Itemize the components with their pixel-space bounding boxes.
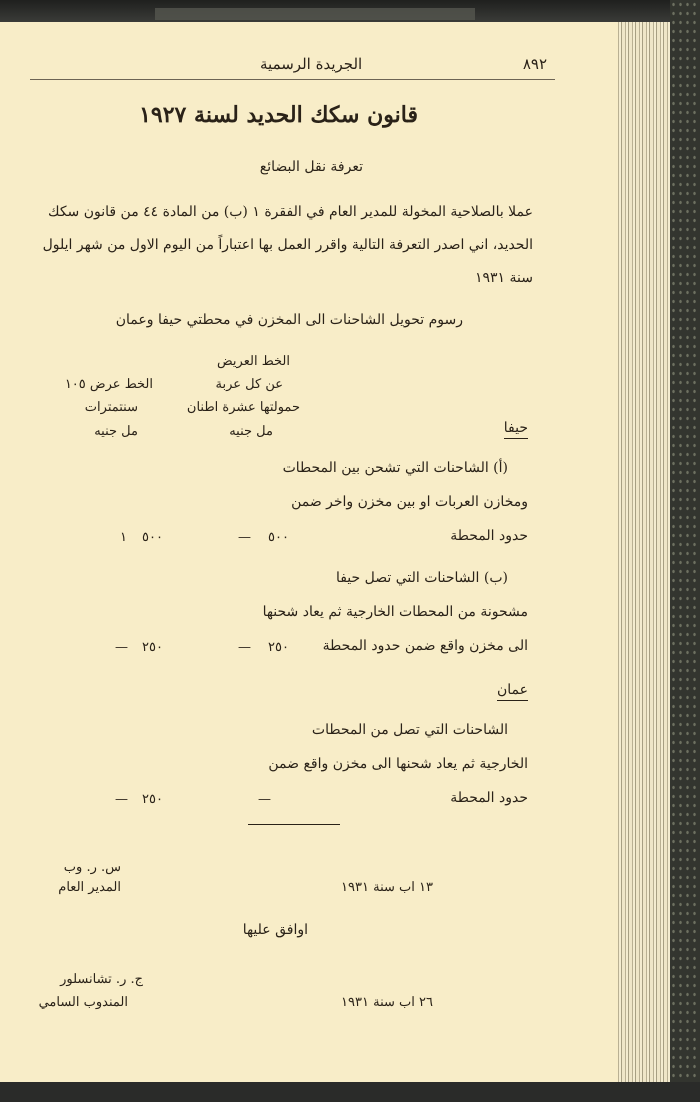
amman-broad-pounds: — — [258, 792, 271, 807]
sig1-title: المدير العام — [58, 880, 121, 895]
book-cover-right — [670, 0, 700, 1102]
preamble-line-1: عملا بالصلاحية المخولة للمدير العام في الفقرة ١ (ب) من المادة ٤٤ من قانون سكك — [48, 204, 533, 220]
document-title: قانون سكك الحديد لسنة ١٩٢٧ — [139, 102, 418, 128]
station-haifa: حيفا — [504, 420, 528, 439]
section-divider — [248, 824, 340, 825]
preamble-line-3: سنة ١٩٣١ — [475, 270, 533, 286]
amman-line-3: حدود المحطة — [450, 790, 528, 806]
haifa-b-line-2: مشحونة من المحطات الخارجية ثم يعاد شحنها — [262, 604, 528, 620]
sig1-name: س. ر. وب — [63, 860, 121, 875]
document-subtitle: تعرفة نقل البضائع — [259, 159, 363, 175]
approval-text: اوافق عليها — [242, 922, 308, 938]
col-broad-units: مل جنيه — [229, 424, 273, 439]
amman-narrow-mils: ٢٥٠ — [142, 792, 163, 807]
amman-narrow-pounds: — — [115, 792, 128, 807]
sig2-title: المندوب السامي — [38, 995, 128, 1010]
preamble-line-2: الحديد، اني اصدر التعرفة التالية واقرر العمل بها اعتباراً من اليوم الاول من شهر ايلول — [42, 237, 533, 253]
sig1-date: ١٣ اب سنة ١٩٣١ — [341, 880, 433, 895]
amman-line-1: الشاحنات التي تصل من المحطات — [311, 722, 508, 738]
col-broad-line-2: عن كل عربة — [215, 377, 283, 392]
journal-title: الجريدة الرسمية — [260, 55, 363, 73]
haifa-b-narrow-mils: ٢٥٠ — [142, 640, 163, 655]
col-narrow-line-1: الخط عرض ١٠٥ — [64, 377, 153, 392]
page-edges — [615, 22, 670, 1082]
amman-line-2: الخارجية ثم يعاد شحنها الى مخزن واقع ضمن — [268, 756, 528, 772]
col-broad-line-1: الخط العريض — [217, 354, 290, 369]
book-cover-bottom — [0, 1082, 700, 1102]
sig2-date: ٢٦ اب سنة ١٩٣١ — [341, 995, 433, 1010]
haifa-b-line-1: (ب) الشاحنات التي تصل حيفا — [335, 570, 508, 586]
haifa-a-broad-mils: ٥٠٠ — [268, 530, 289, 545]
book-cover-top — [0, 0, 700, 22]
haifa-a-broad-pounds: — — [238, 530, 251, 545]
haifa-b-line-3: الى مخزن واقع ضمن حدود المحطة — [322, 638, 528, 654]
col-narrow-units: مل جنيه — [94, 424, 138, 439]
sig2-name: ج. ر. تشانسلور — [60, 972, 143, 987]
table-title: رسوم تحويل الشاحنات الى المخزن في محطتي حيفا وعمان — [115, 312, 463, 328]
haifa-a-line-3: حدود المحطة — [450, 528, 528, 544]
haifa-a-line-2: ومخازن العربات او بين مخزن واخر ضمن — [291, 494, 528, 510]
haifa-a-narrow-mils: ٥٠٠ — [142, 530, 163, 545]
document-page — [0, 22, 618, 1082]
station-amman: عمان — [497, 682, 528, 701]
book-spine — [155, 8, 475, 20]
haifa-b-narrow-pounds: — — [115, 640, 128, 655]
haifa-a-narrow-pounds: ١ — [120, 530, 127, 545]
page-header — [30, 55, 555, 80]
haifa-b-broad-pounds: — — [238, 640, 251, 655]
haifa-a-line-1: (أ) الشاحنات التي تشحن بين المحطات — [282, 460, 508, 476]
page-number: ٨٩٢ — [522, 55, 547, 73]
col-narrow-line-2: سنتمترات — [84, 400, 138, 415]
haifa-b-broad-mils: ٢٥٠ — [268, 640, 289, 655]
col-broad-line-3: حمولتها عشرة اطنان — [186, 400, 300, 415]
